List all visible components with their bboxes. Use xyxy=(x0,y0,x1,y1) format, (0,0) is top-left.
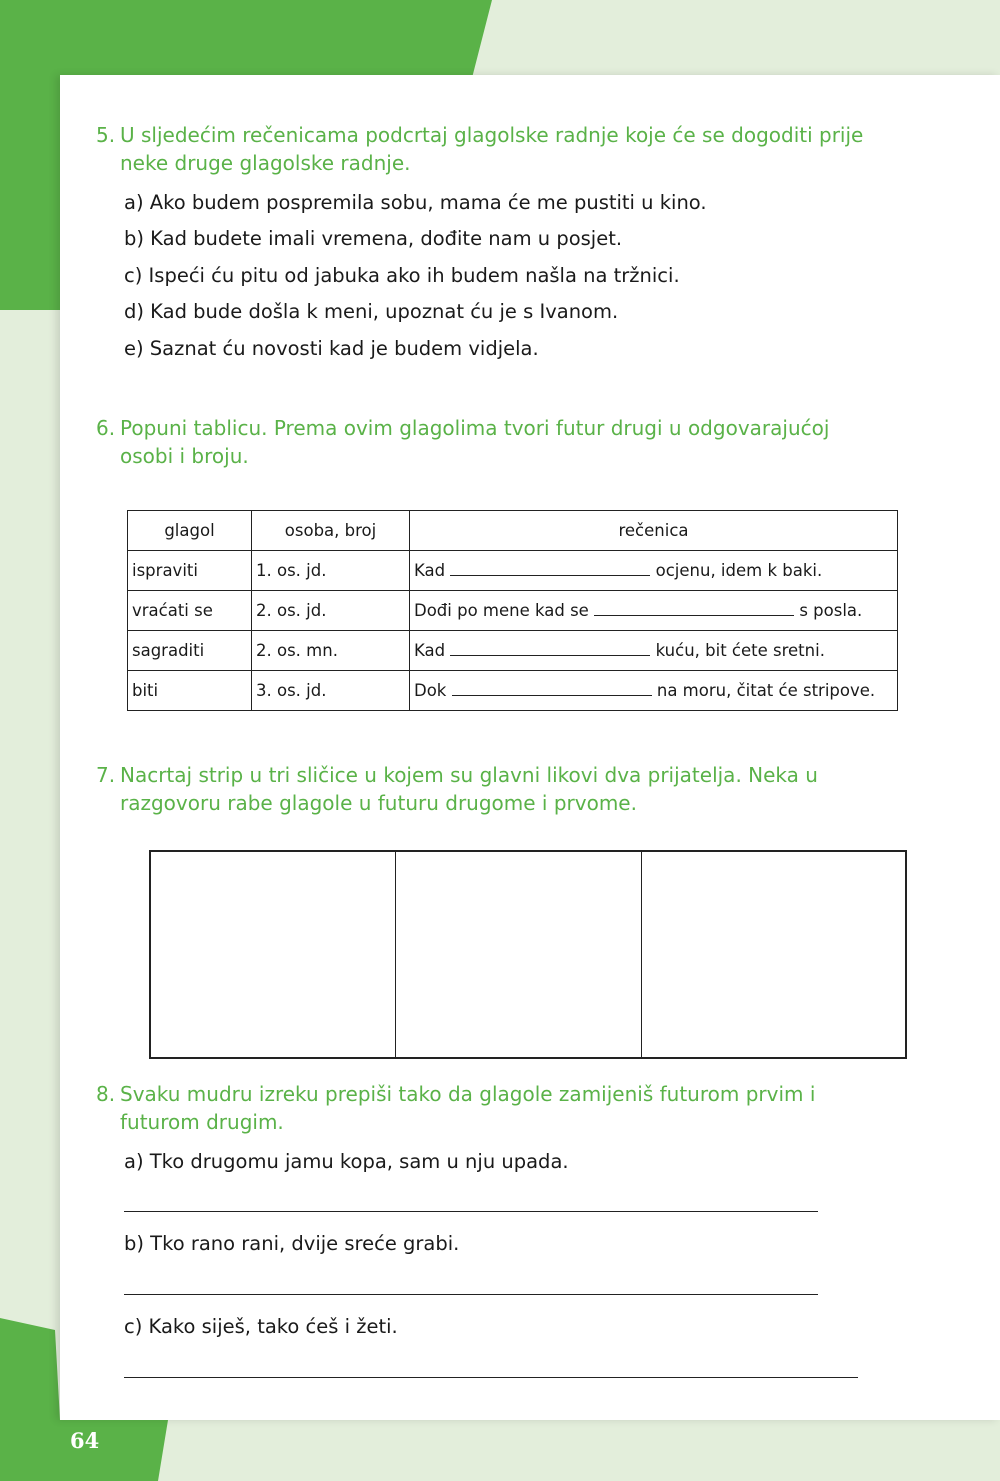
task7-text: Nacrtaj strip u tri sličice u kojem su glavni likovi dva prijatelja. Neka u razgovoru rabe glagole u futuru drugome i prvome. xyxy=(120,763,818,815)
task5-number: 5. xyxy=(96,123,116,147)
header-recenica: rečenica xyxy=(410,511,898,551)
task5-instruction xyxy=(96,121,916,177)
cell-sentence xyxy=(410,591,898,631)
answer-blank[interactable] xyxy=(450,561,650,576)
header-glagol: glagol xyxy=(128,511,252,551)
task5-text: U sljedećim rečenicama podcrtaj glagolske radnje koje će se dogoditi prije neke druge glagolske radnje. xyxy=(120,123,864,175)
answer-blank[interactable] xyxy=(452,681,652,696)
task7-instruction xyxy=(96,761,916,817)
task6-number: 6. xyxy=(96,416,116,440)
comic-panel-3[interactable] xyxy=(641,852,905,1057)
sentence-start: Dok xyxy=(414,681,447,700)
future-tense-table xyxy=(127,510,898,711)
task5-item-d: d) Kad bude došla k meni, upoznat ću je s Ivanom. xyxy=(124,300,619,323)
task5-item-b: b) Kad budete imali vremena, dođite nam u posjet. xyxy=(124,227,623,250)
task8-item-b: b) Tko rano rani, dvije sreće grabi. xyxy=(124,1232,460,1255)
cell-verb: biti xyxy=(128,671,252,711)
answer-line-a[interactable] xyxy=(124,1211,818,1212)
task6-text: Popuni tablicu. Prema ovim glagolima tvori futur drugi u odgovarajućoj osobi i broju. xyxy=(120,416,830,468)
cell-person: 3. os. jd. xyxy=(252,671,410,711)
task8-number: 8. xyxy=(96,1082,116,1106)
comic-strip-frame xyxy=(149,850,907,1059)
answer-line-b[interactable] xyxy=(124,1294,818,1295)
task5-item-e: e) Saznat ću novosti kad je budem vidjela. xyxy=(124,337,539,360)
sentence-start: Dođi po mene kad se xyxy=(414,601,589,620)
comic-panel-1[interactable] xyxy=(151,852,395,1057)
table-row xyxy=(128,631,898,671)
cell-person: 2. os. mn. xyxy=(252,631,410,671)
table-row xyxy=(128,591,898,631)
sentence-end: na moru, čitat će stripove. xyxy=(656,681,876,700)
task8-item-a: a) Tko drugomu jamu kopa, sam u nju upada. xyxy=(124,1150,569,1173)
cell-person: 2. os. jd. xyxy=(252,591,410,631)
task8-instruction xyxy=(96,1080,896,1136)
task8-text: Svaku mudru izreku prepiši tako da glagole zamijeniš futurom prvim i futurom drugim. xyxy=(120,1082,816,1134)
sentence-end: s posla. xyxy=(799,601,863,620)
task8-item-c: c) Kako siješ, tako ćeš i žeti. xyxy=(124,1315,398,1338)
sentence-start: Kad xyxy=(414,641,446,660)
cell-sentence xyxy=(410,631,898,671)
answer-blank[interactable] xyxy=(594,601,794,616)
cell-verb: ispraviti xyxy=(128,551,252,591)
answer-line-c[interactable] xyxy=(124,1377,858,1378)
sentence-end: kuću, bit ćete sretni. xyxy=(655,641,825,660)
task6-instruction xyxy=(96,414,886,470)
table-header-row xyxy=(128,511,898,551)
task5-item-a: a) Ako budem pospremila sobu, mama će me pustiti u kino. xyxy=(124,191,707,214)
table-row xyxy=(128,551,898,591)
cell-verb: vraćati se xyxy=(128,591,252,631)
sentence-end: ocjenu, idem k baki. xyxy=(655,561,823,580)
answer-blank[interactable] xyxy=(450,641,650,656)
cell-sentence xyxy=(410,551,898,591)
cell-sentence xyxy=(410,671,898,711)
cell-person: 1. os. jd. xyxy=(252,551,410,591)
table-row xyxy=(128,671,898,711)
header-osoba-broj: osoba, broj xyxy=(252,511,410,551)
task7-number: 7. xyxy=(96,763,116,787)
page-number: 64 xyxy=(70,1428,100,1453)
cell-verb: sagraditi xyxy=(128,631,252,671)
sentence-start: Kad xyxy=(414,561,446,580)
task5-item-c: c) Ispeći ću pitu od jabuka ako ih budem našla na tržnici. xyxy=(124,264,680,287)
comic-panel-2[interactable] xyxy=(395,852,641,1057)
